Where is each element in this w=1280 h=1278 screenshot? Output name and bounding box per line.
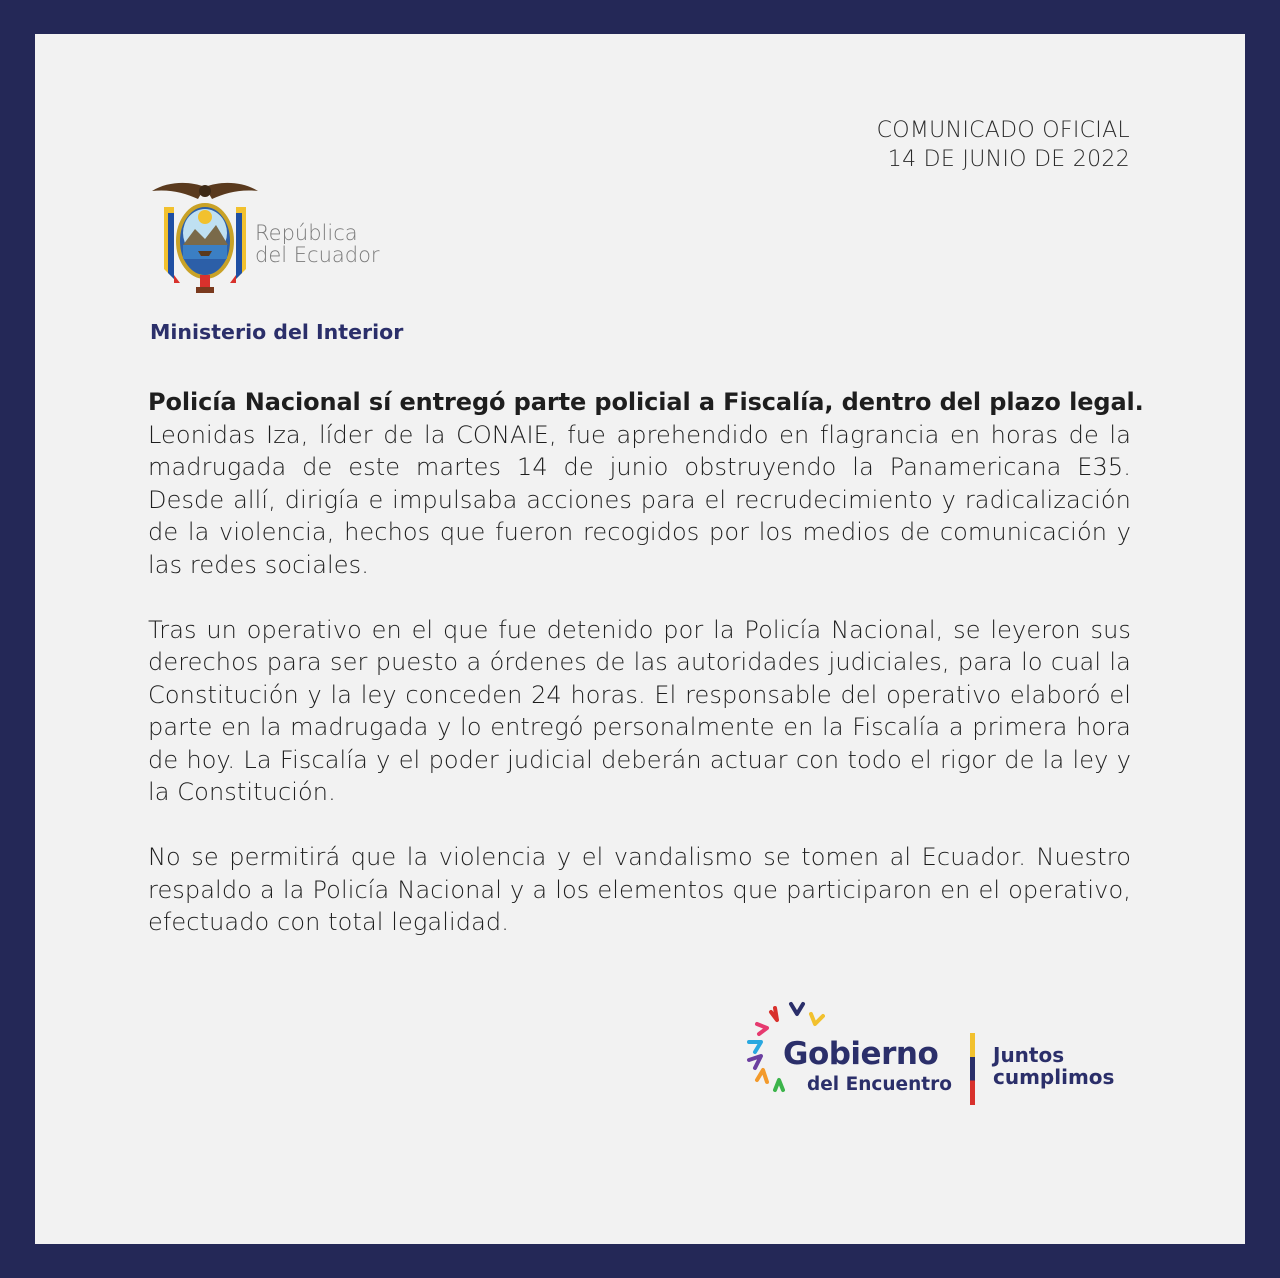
- logo-divider-bar: [970, 1033, 975, 1105]
- paragraph-3: No se permitirá que la violencia y el vandalismo se tomen al Ecuador. Nuestro respaldo a la Policía Nacional y a los elementos que participaron en el operativo, efectuado con total legalidad.: [148, 843, 1131, 936]
- lead-paragraph: [148, 386, 1144, 581]
- logo-slogan: [993, 1044, 1114, 1088]
- logo-name-sub: del Encuentro: [807, 1074, 952, 1095]
- document-sheet: [35, 34, 1245, 1244]
- republic-name: [255, 222, 380, 266]
- communique-type: COMUNICADO OFICIAL: [876, 118, 1130, 143]
- ecuador-coat-of-arms-icon: [150, 179, 260, 299]
- ministry-name: Ministerio del Interior: [150, 320, 404, 344]
- paragraph-2: Tras un operativo en el que fue detenido por la Policía Nacional, se leyeron sus derechos para ser puesto a órdenes de las autoridades judiciales, para lo cual la Constitución y la ley conceden 24 horas. El responsable del operativo elaboró el parte en la madrugada y lo entregó personalmente en la Fiscalía a primera hora de hoy. La Fiscalía y el poder judicial deberán actuar con todo el rigor de la ley y la Constitución.: [148, 615, 1131, 806]
- slogan-line-1: Juntos: [993, 1043, 1065, 1067]
- logo-name-main: Gobierno: [783, 1036, 939, 1072]
- gobierno-logo: [745, 998, 1165, 1113]
- slogan-line-2: cumplimos: [993, 1065, 1115, 1089]
- lead-text: Leonidas Iza, líder de la CONAIE, fue aprehendido en flagrancia en horas de la madrugada de este martes 14 de junio obstruyendo la Panamericana E35. Desde allí, dirigía e impulsaba acciones para el recrudecimiento y radicalización de la violencia, hechos que fueron recogidos por los medios de comunicación y las redes sociales.: [148, 420, 1131, 579]
- communique-header: [877, 116, 1130, 174]
- republic-line-2: del Ecuador: [255, 243, 380, 267]
- headline: Policía Nacional sí entregó parte policial a Fiscalía, dentro del plazo legal.: [148, 388, 1144, 416]
- communique-date: 14 DE JUNIO DE 2022: [887, 147, 1130, 172]
- republic-line-1: República: [255, 221, 358, 245]
- communique-body: [148, 386, 1144, 971]
